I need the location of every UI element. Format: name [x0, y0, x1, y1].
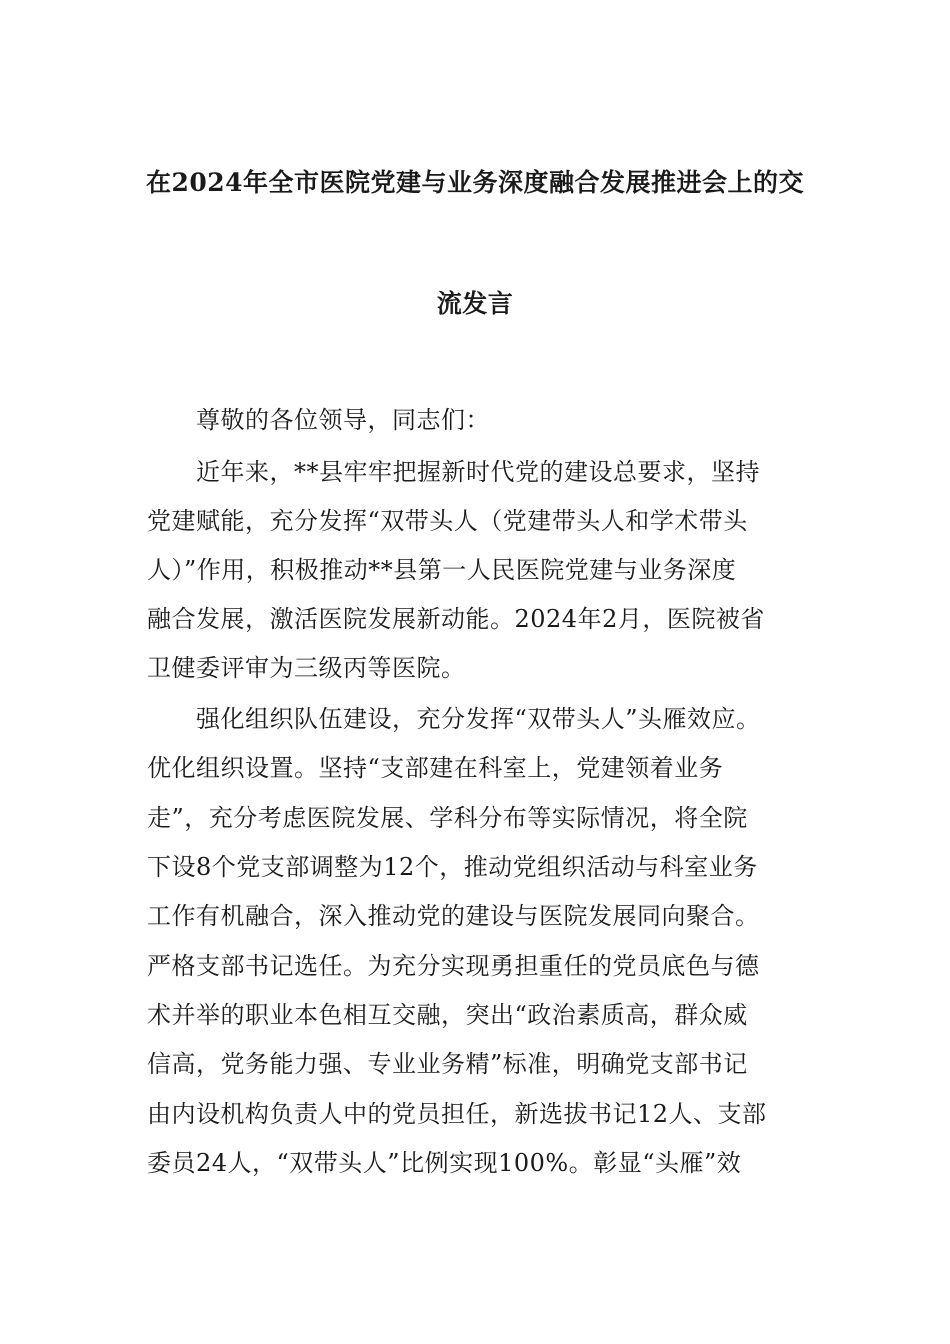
- body-line: 术并举的职业本色相互交融，突出“政治素质高，群众威: [147, 1001, 748, 1029]
- document-title-line-1: 在2024年全市医院党建与业务深度融合发展推进会上的交: [145, 168, 805, 197]
- body-line: 党建赋能，充分发挥“双带头人（党建带头人和学术带头: [147, 507, 748, 535]
- body-line: 下设8个党支部调整为12个，推动党组织活动与科室业务: [147, 853, 758, 881]
- body-line: 融合发展，激活医院发展新动能。2024年2月，医院被省: [147, 605, 765, 633]
- body-line: 严格支部书记选任。为充分实现勇担重任的党员底色与德: [147, 952, 760, 980]
- body-line: 由内设机构负责人中的党员担任，新选拔书记12人、支部: [147, 1100, 767, 1128]
- body-line: 人）”作用，积极推动**县第一人民医院党建与业务深度: [147, 556, 737, 584]
- salutation-line: 尊敬的各位领导，同志们：: [196, 406, 490, 434]
- document-title-line-2: 流发言: [436, 289, 514, 318]
- body-line: 信高，党务能力强、专业业务精”标准，明确党支部书记: [147, 1050, 748, 1078]
- body-line: 工作有机融合，深入推动党的建设与医院发展同向聚合。: [147, 902, 760, 930]
- body-line: 强化组织队伍建设，充分发挥“双带头人”头雁效应。: [196, 705, 761, 733]
- body-line: 优化组织设置。坚持“支部建在科室上，党建领着业务: [147, 754, 724, 782]
- body-line: 卫健委评审为三级丙等医院。: [147, 654, 466, 682]
- body-line: 走”，充分考虑医院发展、学科分布等实际情况，将全院: [147, 804, 748, 832]
- body-line: 委员24人，“双带头人”比例实现100%。彰显“头雁”效: [147, 1149, 742, 1177]
- body-line: 近年来，**县牢牢把握新时代党的建设总要求，坚持: [196, 458, 760, 486]
